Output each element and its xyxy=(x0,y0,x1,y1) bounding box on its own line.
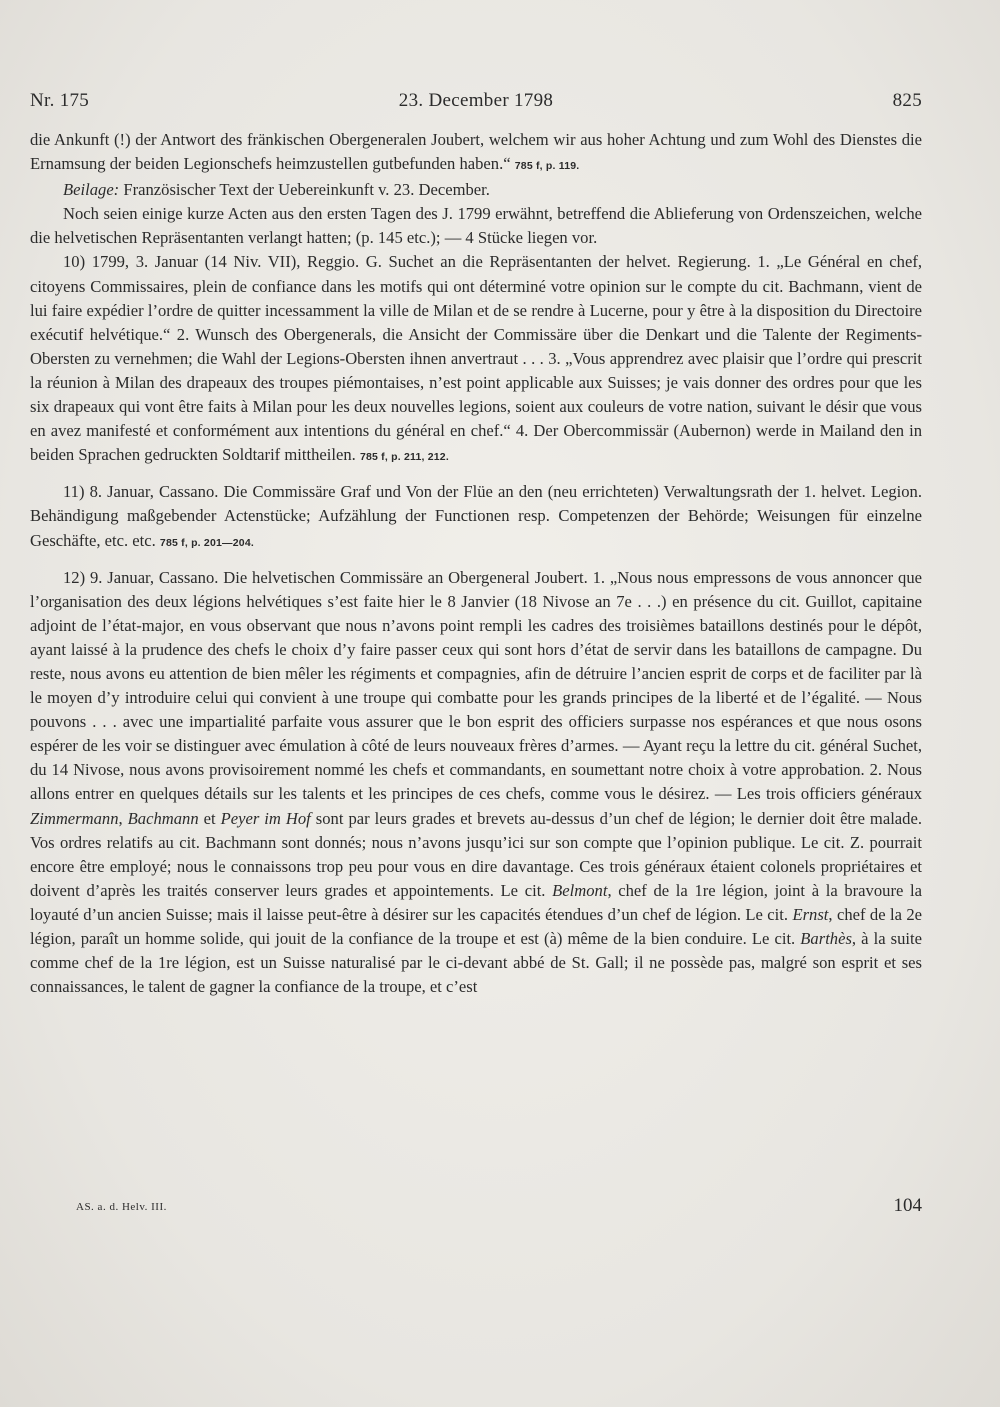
paragraph-text: , chef de la 1re légion, joint à la bravoure la loyauté d’un ancien Suisse; mais il laisse peut-être à désirer sur les capacités étendues d’un chef de légion. Le cit. xyxy=(30,880,922,924)
person-name: Bachmann xyxy=(127,808,199,828)
archive-reference: 785 f, p. 211, 212. xyxy=(359,451,449,464)
signature-mark: AS. a. d. Helv. III. xyxy=(76,1201,167,1213)
running-header xyxy=(30,90,922,116)
paragraph-text: 12) 9. Januar, Cassano. Die helvetischen Commissäre an Obergeneral Joubert. 1. „Nous nous empressons de vous annoncer que l’organisation des deux légions helvétiques s’est faite hier le 8 Janvier (18 Nivose an 7e . . .) en présence du cit. Guillot, capitaine adjoint de l’état-major, en vous observant que nous n’avons point rempli les cadres des troisièmes bataillons destinés pour le dépôt, ayant laissé à la prudence des chefs le choix d’y faire passer ceux qui sont hors d’état de servir dans les bataillons de campagne. Du reste, nous avons eu attention de bien mêler les régiments et compagnies, afin de détruire l’ancien esprit de corps et de faciliter par là le moyen d’y introduire celui qui convient à une troupe qui combatte pour les grands principes de la liberté et de l’égalité. — Nous pouvons . . . avec une impartialité parfaite vous assurer que le bon esprit des officiers surpasse nos espérances et que nous osons espérer de les voir se distinguer avec émulation à côté de leurs nouveaux frères d’armes. — Ayant reçu la lettre du cit. général Suchet, du 14 Nivose, nous avons provisoirement nommé les chefs et commandants, en soumettant notre choix à votre approbation. 2. Nous allons entrer en quelques détails sur les talents et les principes de ces chefs, comme vous le désirez. — Les trois officiers généraux xyxy=(30,567,922,804)
paragraph-text: et xyxy=(198,808,221,828)
document-number: Nr. 175 xyxy=(30,90,90,111)
paragraph-text: Französischer Text der Uebereinkunft v. 23. December. xyxy=(119,180,490,200)
person-name: Zimmermann xyxy=(30,808,119,828)
sheet-number: 104 xyxy=(893,1195,922,1216)
paragraph-text: , à la suite comme chef de la 1re légion, est un Suisse naturalisé par le ci-devant abbé de St. Gall; il ne possède pas, malgré son esprit et ses connaissances, le talent de gagner la confiance de la troupe, et c’est xyxy=(30,929,923,997)
paragraph xyxy=(30,480,922,554)
paragraph xyxy=(30,128,922,178)
archive-reference: 785 f, p. 201—204. xyxy=(159,536,254,549)
paragraph-text: , xyxy=(118,808,128,828)
person-name: Barthès xyxy=(800,929,852,948)
paragraph xyxy=(30,250,922,469)
paragraph xyxy=(30,566,922,1000)
paragraph xyxy=(30,178,922,202)
paragraph xyxy=(30,202,922,250)
paragraph-text: Noch seien einige kurze Acten aus den ersten Tagen des J. 1799 erwähnt, betreffend die Ablieferung von Ordenszeichen, welche die helvetischen Repräsentanten verlangt hatten; (p. 145 etc.); — 4 Stücke liegen vor. xyxy=(30,204,922,248)
paragraph-text: 10) 1799, 3. Januar (14 Niv. VII), Reggio. G. Suchet an die Repräsentanten der helvet. Regierung. 1. „Le Général en chef, citoyens Commissaires, plein de confiance dans les motifs qui ont déterminé votre opinion sur le compte du cit. Bachmann, vient de lui faire expédier l’ordre de quitter incessamment la ville de Milan et de se rendre à Lucerne, pour y être à la disposition du Directoire exécutif helvétique.“ 2. Wunsch des Obergenerals, die Ansicht der Commissäre über die Denkart und die Talente der Regiments-Obersten zu vernehmen; die Wahl der Legions-Obersten ihnen anvertraut . . . 3. „Vous apprendrez avec plaisir que l’ordre qui prescrit la réunion à Milan des drapeaux des troupes piémontaises, n’est point applicable aux Suisses; je vais donner des ordres pour que les six drapeaux qui vont être faits à Milan pour les deux nouvelles legions, soient aux couleurs de votre nation, suivant le désir que vous en avez manifesté et conformément aux intentions du général en chef.“ 4. Der Obercommissär (Aubernon) werde in Mailand den in beiden Sprachen gedruckten Soldtarif mittheilen. xyxy=(30,252,922,465)
archive-reference: 785 f, p. 119. xyxy=(514,160,580,173)
paragraph-text: 11) 8. Januar, Cassano. Die Commissäre Graf und Von der Flüe an den (neu errichteten) Verwaltungsrath der 1. helvet. Legion. Behändigung maßgebender Actenstücke; Aufzählung der Functionen resp. Competenzen der Behörde; Weisungen für einzelne Geschäfte, etc. etc. xyxy=(30,482,922,550)
paragraph-text: , chef de la 2e légion, paraît un homme solide, qui jouit de la confiance de la troupe et est (à) même de la bien conduire. Le cit. xyxy=(30,904,922,948)
page-footer xyxy=(76,1195,922,1219)
person-name: Ernst xyxy=(792,904,829,924)
paragraph-text: die Ankunft (!) der Antwort des fränkischen Obergeneralen Joubert, welchem wir aus hoher Achtung und zum Wohl des Dienstes die Ernamsung der beiden Legionschefs heimzustellen gutbefunden haben.“ xyxy=(30,130,922,174)
page-number: 825 xyxy=(892,90,922,111)
header-date: 23. December 1798 xyxy=(398,90,554,111)
person-name: Belmont xyxy=(552,880,608,900)
paragraph-text: sont par leurs grades et brevets au-dessus d’un chef de légion; le dernier doit être malade. Vos ordres relatifs au cit. Bachmann sont donnés; nous n’avons jusqu’ici sur son compte que l’opinion publique. Le cit. Z. pourrait encore être employé; nous le connaissons trop peu pour vous en dire davantage. Ces trois généraux étaient colonels propriétaires et doivent d’après les traités conserver leurs grades et appointements. Le cit. xyxy=(30,808,922,900)
body-text xyxy=(30,128,922,999)
enclosure-label: Beilage: xyxy=(63,180,120,200)
person-name: Peyer im Hof xyxy=(220,808,311,828)
